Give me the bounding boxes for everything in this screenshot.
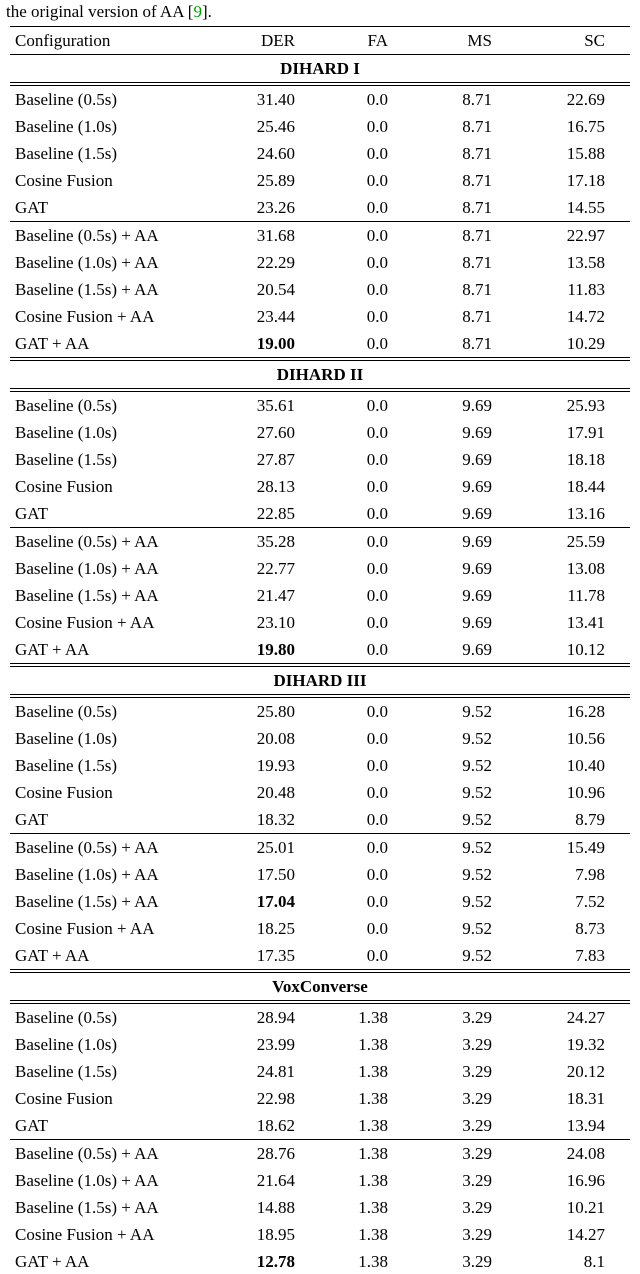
der-cell: 22.98 [256, 1088, 295, 1108]
der-cell: 31.68 [245, 222, 295, 250]
der-cell: 12.78 [245, 1248, 295, 1274]
config-cell: Baseline (1.5s) + AA [15, 1197, 159, 1217]
table-row [10, 725, 630, 752]
table-row [10, 113, 630, 140]
table-row [10, 330, 630, 359]
config-cell: Cosine Fusion + AA [15, 612, 155, 632]
ms-cell: 9.69 [462, 612, 492, 632]
config-cell: Cosine Fusion [15, 782, 113, 802]
table-row [10, 752, 630, 779]
der-cell: 18.25 [256, 918, 295, 938]
config-cell: Baseline (0.5s) + AA [10, 1140, 245, 1168]
section-title-text: VoxConverse [10, 971, 630, 1002]
config-cell: Cosine Fusion [15, 476, 113, 496]
config-cell: GAT + AA [15, 639, 90, 659]
der-cell: 28.13 [256, 476, 295, 496]
sc-cell: 10.56 [566, 728, 605, 748]
ms-cell: 8.71 [462, 89, 492, 109]
fa-cell: 1.38 [358, 1170, 388, 1190]
sc-cell: 16.75 [566, 116, 605, 136]
der-cell: 23.10 [256, 612, 295, 632]
sc-cell: 22.97 [492, 222, 630, 250]
ms-cell: 9.52 [462, 701, 492, 721]
ms-cell: 8.71 [462, 306, 492, 326]
fa-cell: 1.38 [358, 1088, 388, 1108]
config-cell: Baseline (1.5s) + AA [15, 585, 159, 605]
caption-text-after: ]. [201, 2, 212, 21]
ms-cell: 9.52 [462, 728, 492, 748]
der-cell: 20.54 [256, 279, 295, 299]
der-cell: 28.76 [245, 1140, 295, 1168]
der-cell: 18.95 [256, 1224, 295, 1244]
section-title-text: DIHARD I [10, 55, 630, 85]
config-cell: Baseline (1.5s) [15, 449, 117, 469]
table-row [10, 1112, 630, 1140]
ms-cell: 9.69 [462, 449, 492, 469]
sc-cell: 18.18 [566, 449, 605, 469]
sc-cell: 8.1 [492, 1248, 630, 1274]
ms-cell: 3.29 [462, 1007, 492, 1027]
ms-cell: 8.71 [462, 252, 492, 272]
table-row [10, 636, 630, 665]
sc-cell: 10.12 [566, 639, 605, 659]
header-sc: SC [492, 27, 630, 55]
config-cell: GAT [15, 1115, 49, 1135]
ms-cell: 9.52 [462, 945, 492, 965]
section-title-dihard-iii [10, 665, 630, 696]
sc-cell: 18.44 [566, 476, 605, 496]
config-cell: Baseline (0.5s) [15, 701, 117, 721]
table-row [10, 249, 630, 276]
der-cell: 20.08 [256, 728, 295, 748]
fa-cell: 1.38 [295, 1140, 388, 1168]
ms-cell: 3.29 [462, 1197, 492, 1217]
sc-cell: 13.08 [566, 558, 605, 578]
fa-cell: 0.0 [295, 528, 388, 556]
der-cell: 21.64 [256, 1170, 295, 1190]
fa-cell: 0.0 [366, 945, 388, 965]
fa-cell: 0.0 [366, 476, 388, 496]
section-title-text: DIHARD III [10, 665, 630, 696]
sc-cell: 14.72 [566, 306, 605, 326]
sc-cell: 8.73 [575, 918, 605, 938]
fa-cell: 1.38 [358, 1224, 388, 1244]
der-cell: 21.47 [256, 585, 295, 605]
table-row [10, 1140, 630, 1168]
der-cell: 14.88 [256, 1197, 295, 1217]
der-cell: 27.60 [256, 422, 295, 442]
ms-cell: 3.29 [462, 1115, 492, 1135]
ms-cell: 8.71 [462, 279, 492, 299]
fa-cell: 0.0 [366, 503, 388, 523]
fa-cell: 0.0 [366, 449, 388, 469]
sc-cell: 13.94 [566, 1115, 605, 1135]
der-cell: 22.29 [256, 252, 295, 272]
config-cell: Baseline (0.5s) + AA [10, 222, 245, 250]
header-configuration: Configuration [10, 27, 245, 55]
ms-cell: 9.52 [462, 918, 492, 938]
fa-cell: 1.38 [358, 1034, 388, 1054]
config-cell: Cosine Fusion + AA [15, 306, 155, 326]
ms-cell: 9.52 [388, 834, 492, 862]
config-cell: Baseline (1.0s) [15, 728, 117, 748]
table-row [10, 1221, 630, 1248]
der-cell: 17.35 [256, 945, 295, 965]
table-row [10, 1085, 630, 1112]
fa-cell: 0.0 [295, 222, 388, 250]
sc-cell: 22.69 [566, 89, 605, 109]
config-cell: Baseline (1.0s) + AA [15, 558, 159, 578]
der-cell: 35.28 [245, 528, 295, 556]
sc-cell: 25.93 [566, 395, 605, 415]
fa-cell: 0.0 [366, 252, 388, 272]
config-cell: GAT [15, 197, 49, 217]
der-cell: 25.46 [256, 116, 295, 136]
sc-cell: 16.28 [566, 701, 605, 721]
table-header-row [10, 27, 630, 55]
table-row [10, 473, 630, 500]
header-ms: MS [388, 27, 492, 55]
ms-cell: 9.52 [462, 809, 492, 829]
table-row [10, 222, 630, 250]
fa-cell: 0.0 [366, 143, 388, 163]
fa-cell: 0.0 [366, 197, 388, 217]
sc-cell: 11.83 [567, 279, 605, 299]
table-row [10, 419, 630, 446]
sc-cell: 13.58 [566, 252, 605, 272]
sc-cell: 7.52 [575, 891, 605, 911]
table-row [10, 500, 630, 528]
config-cell: Baseline (1.0s) + AA [15, 252, 159, 272]
sc-cell: 16.96 [566, 1170, 605, 1190]
ms-cell: 3.29 [388, 1140, 492, 1168]
der-cell: 19.00 [256, 333, 295, 353]
ms-cell: 3.29 [388, 1248, 492, 1274]
ms-cell: 3.29 [462, 1170, 492, 1190]
fa-cell: 1.38 [358, 1007, 388, 1027]
section-title-text: DIHARD II [10, 359, 630, 390]
config-cell: Baseline (0.5s) [15, 89, 117, 109]
der-cell: 25.80 [256, 701, 295, 721]
table-row [10, 1248, 630, 1274]
der-cell: 20.48 [256, 782, 295, 802]
ms-cell: 9.69 [388, 528, 492, 556]
fa-cell: 0.0 [366, 333, 388, 353]
sc-cell: 19.32 [566, 1034, 605, 1054]
ms-cell: 9.52 [462, 782, 492, 802]
der-cell: 35.61 [256, 395, 295, 415]
sc-cell: 8.79 [575, 809, 605, 829]
ms-cell: 3.29 [462, 1061, 492, 1081]
fa-cell: 0.0 [366, 809, 388, 829]
citation-link-9[interactable]: 9 [193, 2, 202, 21]
table-row [10, 582, 630, 609]
table-row [10, 1167, 630, 1194]
ms-cell: 3.29 [462, 1088, 492, 1108]
fa-cell: 0.0 [366, 639, 388, 659]
header-fa: FA [295, 27, 388, 55]
der-cell: 23.99 [256, 1034, 295, 1054]
fa-cell: 0.0 [366, 422, 388, 442]
results-table [10, 26, 630, 1274]
der-cell: 19.93 [256, 755, 295, 775]
ms-cell: 3.29 [462, 1224, 492, 1244]
sc-cell: 24.08 [492, 1140, 630, 1168]
fa-cell: 0.0 [366, 755, 388, 775]
ms-cell: 8.71 [462, 197, 492, 217]
ms-cell: 9.52 [462, 891, 492, 911]
config-cell: Cosine Fusion + AA [15, 918, 155, 938]
sc-cell: 10.21 [566, 1197, 605, 1217]
fa-cell: 0.0 [366, 89, 388, 109]
ms-cell: 9.69 [462, 476, 492, 496]
table-row [10, 915, 630, 942]
config-cell: Cosine Fusion [15, 1088, 113, 1108]
sc-cell: 15.88 [566, 143, 605, 163]
sc-cell: 18.31 [566, 1088, 605, 1108]
config-cell: Baseline (0.5s) + AA [10, 528, 245, 556]
config-cell: Cosine Fusion [15, 170, 113, 190]
fa-cell: 0.0 [366, 170, 388, 190]
config-cell: Baseline (0.5s) [15, 395, 117, 415]
der-cell: 27.87 [256, 449, 295, 469]
fa-cell: 0.0 [366, 306, 388, 326]
table-row [10, 942, 630, 971]
caption-text-before: the original version of AA [ [6, 2, 194, 21]
ms-cell: 9.69 [462, 422, 492, 442]
sc-cell: 17.91 [566, 422, 605, 442]
der-cell: 28.94 [256, 1007, 295, 1027]
der-cell: 24.81 [256, 1061, 295, 1081]
der-cell: 18.62 [256, 1115, 295, 1135]
ms-cell: 9.69 [462, 585, 492, 605]
sc-cell: 14.27 [566, 1224, 605, 1244]
table-row [10, 555, 630, 582]
ms-cell: 8.71 [462, 170, 492, 190]
sc-cell: 10.96 [566, 782, 605, 802]
ms-cell: 9.52 [462, 755, 492, 775]
ms-cell: 8.71 [388, 222, 492, 250]
config-cell: Baseline (1.0s) + AA [15, 864, 159, 884]
sc-cell: 10.40 [566, 755, 605, 775]
der-cell: 22.77 [256, 558, 295, 578]
config-cell: Baseline (1.5s) + AA [15, 891, 159, 911]
sc-cell: 25.59 [492, 528, 630, 556]
fa-cell: 0.0 [366, 585, 388, 605]
fa-cell: 0.0 [366, 918, 388, 938]
ms-cell: 8.71 [462, 116, 492, 136]
table-row [10, 84, 630, 113]
table-row [10, 834, 630, 862]
table-row [10, 779, 630, 806]
fa-cell: 0.0 [366, 701, 388, 721]
config-cell: Baseline (1.5s) [15, 755, 117, 775]
config-cell: Baseline (0.5s) + AA [10, 834, 245, 862]
table-row [10, 303, 630, 330]
caption [0, 0, 640, 22]
fa-cell: 0.0 [366, 558, 388, 578]
fa-cell: 0.0 [366, 279, 388, 299]
config-cell: GAT + AA [15, 945, 90, 965]
fa-cell: 0.0 [366, 395, 388, 415]
table-row [10, 888, 630, 915]
fa-cell: 1.38 [358, 1061, 388, 1081]
fa-cell: 1.38 [358, 1115, 388, 1135]
ms-cell: 3.29 [462, 1034, 492, 1054]
table-row [10, 194, 630, 222]
fa-cell: 0.0 [366, 891, 388, 911]
der-cell: 25.89 [256, 170, 295, 190]
der-cell: 31.40 [256, 89, 295, 109]
config-cell: GAT [15, 809, 49, 829]
ms-cell: 9.52 [462, 864, 492, 884]
der-cell: 24.60 [256, 143, 295, 163]
table-row [10, 140, 630, 167]
config-cell: Baseline (1.0s) [15, 1034, 117, 1054]
fa-cell: 1.38 [358, 1197, 388, 1217]
config-cell: Baseline (1.0s) [15, 116, 117, 136]
sc-cell: 24.27 [566, 1007, 605, 1027]
table-row [10, 696, 630, 725]
ms-cell: 9.69 [462, 395, 492, 415]
ms-cell: 8.71 [462, 143, 492, 163]
table-row [10, 1031, 630, 1058]
config-cell: Cosine Fusion + AA [15, 1224, 155, 1244]
sc-cell: 17.18 [566, 170, 605, 190]
section-title-dihard-i [10, 55, 630, 85]
table-row [10, 390, 630, 419]
fa-cell: 1.38 [295, 1248, 388, 1274]
der-cell: 23.26 [256, 197, 295, 217]
sc-cell: 15.49 [492, 834, 630, 862]
ms-cell: 9.69 [462, 503, 492, 523]
der-cell: 23.44 [256, 306, 295, 326]
der-cell: 18.32 [256, 809, 295, 829]
config-cell: Baseline (1.5s) [15, 1061, 117, 1081]
table-row [10, 1002, 630, 1031]
table-row [10, 609, 630, 636]
fa-cell: 0.0 [366, 116, 388, 136]
table-row [10, 806, 630, 834]
sc-cell: 7.83 [575, 945, 605, 965]
config-cell: Baseline (1.5s) + AA [15, 279, 159, 299]
sc-cell: 13.16 [566, 503, 605, 523]
ms-cell: 9.69 [462, 558, 492, 578]
sc-cell: 10.29 [566, 333, 605, 353]
sc-cell: 13.41 [566, 612, 605, 632]
sc-cell: 14.55 [566, 197, 605, 217]
der-cell: 17.04 [256, 891, 295, 911]
sc-cell: 20.12 [566, 1061, 605, 1081]
fa-cell: 0.0 [366, 728, 388, 748]
config-cell: Baseline (0.5s) [15, 1007, 117, 1027]
sc-cell: 7.98 [575, 864, 605, 884]
table-row [10, 528, 630, 556]
sc-cell: 11.78 [567, 585, 605, 605]
table-row [10, 167, 630, 194]
fa-cell: 0.0 [366, 612, 388, 632]
fa-cell: 0.0 [366, 782, 388, 802]
config-cell: GAT + AA [10, 1248, 245, 1274]
fa-cell: 0.0 [366, 864, 388, 884]
der-cell: 17.50 [256, 864, 295, 884]
table-row [10, 1058, 630, 1085]
ms-cell: 9.69 [462, 639, 492, 659]
header-der: DER [245, 27, 295, 55]
fa-cell: 0.0 [295, 834, 388, 862]
config-cell: Baseline (1.0s) [15, 422, 117, 442]
config-cell: Baseline (1.5s) [15, 143, 117, 163]
der-cell: 25.01 [245, 834, 295, 862]
config-cell: Baseline (1.0s) + AA [15, 1170, 159, 1190]
der-cell: 22.85 [256, 503, 295, 523]
section-title-voxconverse [10, 971, 630, 1002]
table-row [10, 861, 630, 888]
config-cell: GAT [15, 503, 49, 523]
table-row [10, 276, 630, 303]
der-cell: 19.80 [256, 639, 295, 659]
config-cell: GAT + AA [15, 333, 90, 353]
table-row [10, 446, 630, 473]
section-title-dihard-ii [10, 359, 630, 390]
table-row [10, 1194, 630, 1221]
ms-cell: 8.71 [462, 333, 492, 353]
